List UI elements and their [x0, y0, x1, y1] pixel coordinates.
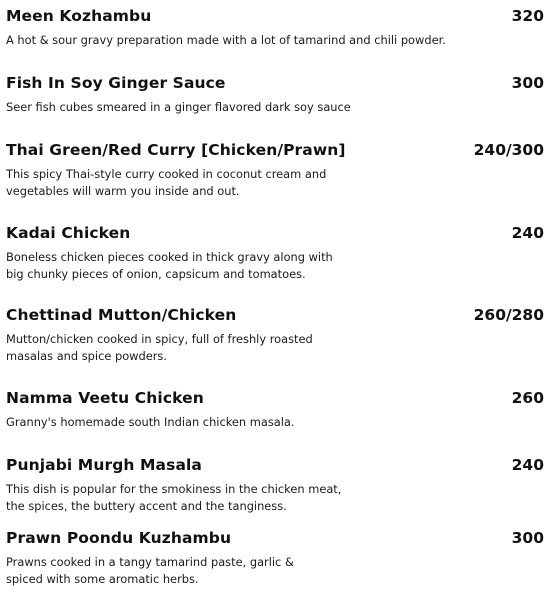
item-price: 240/300	[473, 141, 544, 159]
item-description	[6, 554, 544, 587]
description-line: A hot & sour gravy preparation made with a lot of tamarind and chili powder.	[6, 33, 446, 47]
menu-item-chettinad	[6, 306, 544, 364]
description-line: Mutton/chicken cooked in spicy, full of freshly roasted	[6, 332, 313, 346]
menu-item-fish-in-soy-ginger-sauce	[6, 74, 544, 116]
description-line: vegetables will warm you inside and out.	[6, 183, 240, 198]
item-price: 300	[511, 529, 544, 547]
item-description	[6, 414, 544, 431]
item-price: 240	[511, 224, 544, 242]
item-description	[6, 481, 544, 514]
item-price: 240	[511, 456, 544, 474]
description-line: big chunky pieces of onion, capsicum and tomatoes.	[6, 266, 306, 281]
item-name: Thai Green/Red Curry [Chicken/Prawn]	[6, 141, 346, 159]
description-line: spiced with some aromatic herbs.	[6, 571, 199, 586]
menu-item-meen-kozhambu	[6, 7, 544, 49]
item-description	[6, 166, 544, 199]
item-description	[6, 249, 544, 282]
item-price: 260	[511, 389, 544, 407]
description-line: This dish is popular for the smokiness in the chicken meat,	[6, 482, 342, 496]
item-price: 260/280	[473, 306, 544, 324]
item-name: Punjabi Murgh Masala	[6, 456, 202, 474]
description-line: This spicy Thai-style curry cooked in coconut cream and	[6, 167, 327, 181]
menu-item-namma-veetu-chicken	[6, 389, 544, 431]
item-name: Kadai Chicken	[6, 224, 131, 242]
description-line: Boneless chicken pieces cooked in thick gravy along with	[6, 250, 333, 264]
item-description	[6, 99, 544, 116]
item-price: 300	[511, 74, 544, 92]
description-line: the spices, the buttery accent and the tanginess.	[6, 498, 287, 513]
description-line: Granny's homemade south Indian chicken masala.	[6, 415, 295, 429]
menu-item-prawn-poondu-kuzhambu	[6, 529, 544, 587]
item-price: 320	[511, 7, 544, 25]
menu-item-punjabi-murgh-masala	[6, 456, 544, 514]
item-name: Fish In Soy Ginger Sauce	[6, 74, 226, 92]
menu-item-thai-curry	[6, 141, 544, 199]
item-name: Chettinad Mutton/Chicken	[6, 306, 237, 324]
description-line: masalas and spice powders.	[6, 348, 167, 363]
item-description	[6, 331, 544, 364]
description-line: Prawns cooked in a tangy tamarind paste, garlic &	[6, 555, 294, 569]
item-name: Prawn Poondu Kuzhambu	[6, 529, 232, 547]
item-description	[6, 32, 544, 49]
item-name: Meen Kozhambu	[6, 7, 152, 25]
description-line: Seer fish cubes smeared in a ginger flavored dark soy sauce	[6, 100, 351, 114]
menu-item-kadai-chicken	[6, 224, 544, 282]
item-name: Namma Veetu Chicken	[6, 389, 204, 407]
